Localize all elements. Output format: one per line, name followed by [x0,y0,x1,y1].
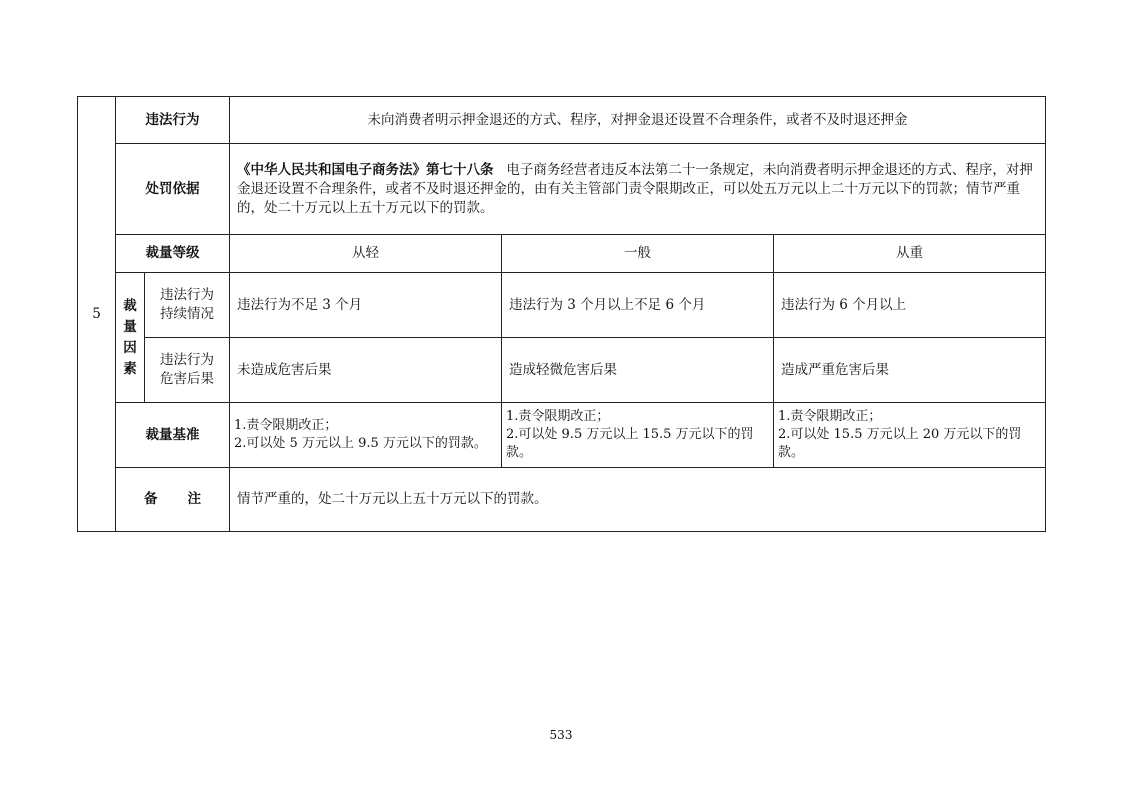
harm-light: 未造成危害后果 [230,338,502,403]
criteria-general-line-2: 2.可以处 9.5 万元以上 15.5 万元以下的罚款。 [506,427,754,460]
harm-label-cell [145,338,230,403]
note-label: 备注 [144,491,231,507]
duration-label: 违法行为持续情况 [160,287,214,322]
criteria-light-cell [230,403,502,468]
note-label-cell [116,468,230,532]
basis-row [78,144,1046,235]
criteria-label: 裁量基准 [116,403,230,468]
criteria-heavy [774,406,1045,464]
criteria-light-line-1: 1.责令限期改正； [234,418,338,433]
duration-row [78,273,1046,338]
page-number: 533 [549,728,573,742]
harm-row [78,338,1046,403]
criteria-row [78,403,1046,468]
harm-heavy: 造成严重危害后果 [774,338,1046,403]
discretion-table [77,96,1046,532]
factors-label-cell [116,273,145,403]
violation-row [78,97,1046,144]
levels-row [78,235,1046,273]
duration-heavy: 违法行为 6 个月以上 [774,273,1046,338]
basis-label: 处罚依据 [116,144,230,235]
level-general: 一般 [502,235,774,273]
criteria-light-line-2: 2.可以处 5 万元以上 9.5 万元以下的罚款。 [234,436,487,451]
level-heavy: 从重 [774,235,1046,273]
basis-text: 电子商务经营者违反本法第二十一条规定，未向消费者明示押金退还的方式、程序，对押金退还设置不合理条件，或者不及时退还押金的，由有关主管部门责令限期改正，可以处五万元以上二十万元以下的罚款；情节严重的，处二十万元以上五十万元以下的罚款。 [237,161,1033,216]
violation-label: 违法行为 [116,97,230,144]
violation-text: 未向消费者明示押金退还的方式、程序，对押金退还设置不合理条件，或者不及时退还押金 [230,97,1046,144]
harm-general: 造成轻微危害后果 [502,338,774,403]
harm-label: 违法行为危害后果 [160,352,214,387]
duration-general: 违法行为 3 个月以上不足 6 个月 [502,273,774,338]
criteria-heavy-cell [774,403,1046,468]
note-text: 情节严重的，处二十万元以上五十万元以下的罚款。 [230,468,1046,532]
criteria-general-cell [502,403,774,468]
row-number: 5 [78,97,116,532]
law-name: 《中华人民共和国电子商务法》第七十八条 [237,161,494,178]
criteria-heavy-line-1: 1.责令限期改正； [778,409,882,424]
level-light: 从轻 [230,235,502,273]
note-row [78,468,1046,532]
levels-label: 裁量等级 [116,235,230,273]
criteria-light [230,415,501,455]
criteria-general-line-1: 1.责令限期改正； [506,409,610,424]
duration-label-cell [145,273,230,338]
criteria-heavy-line-2: 2.可以处 15.5 万元以上 20 万元以下的罚款。 [778,427,1022,460]
basis-cell [230,144,1046,235]
factors-label: 裁量因素 [123,297,137,377]
criteria-general [502,406,773,464]
duration-light: 违法行为不足 3 个月 [230,273,502,338]
